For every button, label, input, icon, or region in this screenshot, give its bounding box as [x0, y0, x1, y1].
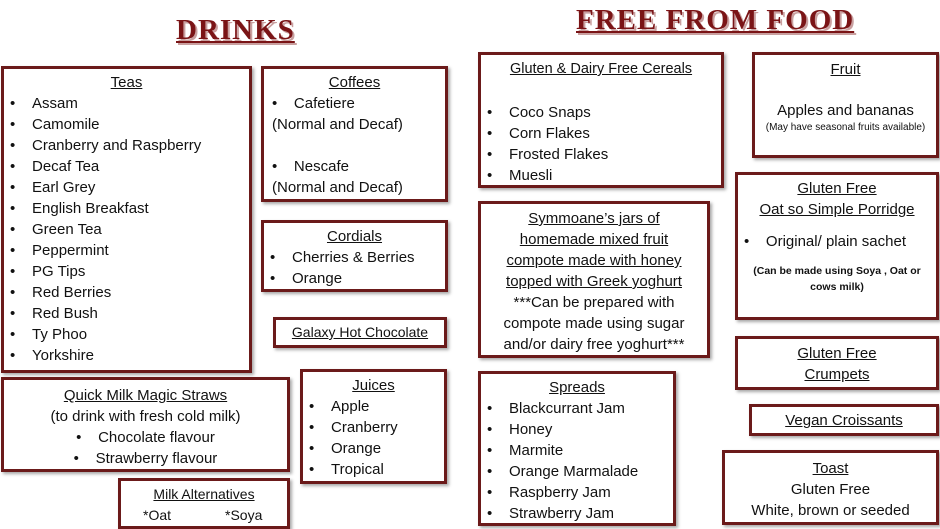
jars-title-line: compote made with honey — [506, 252, 682, 269]
list-item: • Red Bush — [4, 303, 249, 324]
list-item: • Marmite — [481, 440, 673, 461]
milk-option-soya: *Soya — [225, 507, 263, 523]
jars-body-line: compote made using sugar — [503, 315, 685, 332]
cordials-box — [261, 220, 448, 292]
coffee-note: (Normal and Decaf) — [272, 179, 403, 196]
jars-title-line: Symmoane’s jars of — [528, 210, 660, 227]
fruit-box — [752, 52, 939, 158]
fruit-body: Apples and bananas — [777, 102, 914, 119]
coffee-item: • Nescafe — [272, 158, 349, 175]
teas-list — [4, 93, 249, 366]
spreads-title: Spreads — [549, 379, 605, 396]
fruit-note: (May have seasonal fruits available) — [765, 122, 926, 133]
list-item: • Cranberry — [303, 417, 444, 438]
coffees-box — [261, 66, 448, 202]
list-item: • Raspberry Jam — [481, 482, 673, 503]
porridge-box — [735, 172, 939, 320]
list-item: • Tropical — [303, 459, 444, 480]
cereals-title: Gluten & Dairy Free Cereals — [509, 61, 693, 77]
galaxy-hot-chocolate-box — [273, 317, 447, 348]
list-item: • Decaf Tea — [4, 156, 249, 177]
jars-body-line: ***Can be prepared with — [513, 294, 675, 311]
magic-straws-title: Quick Milk Magic Straws — [63, 387, 228, 404]
list-item: • Green Tea — [4, 219, 249, 240]
list-item: • Muesli — [481, 165, 721, 186]
list-item: • Strawberry flavour — [73, 450, 218, 467]
milk-alternatives-box — [118, 478, 290, 529]
galaxy-title: Galaxy Hot Chocolate — [291, 324, 429, 340]
jars-body-line: and/or dairy free yoghurt*** — [503, 336, 685, 353]
milk-option-oat: *Oat — [143, 507, 172, 523]
coffees-title: Coffees — [328, 74, 381, 91]
list-item: • PG Tips — [4, 261, 249, 282]
toast-title: Toast — [812, 460, 849, 477]
list-item: • Earl Grey — [4, 177, 249, 198]
list-item: • Strawberry Jam — [481, 503, 673, 524]
magic-straws-subtitle: (to drink with fresh cold milk) — [50, 408, 241, 425]
crumpets-line-2: Crumpets — [804, 366, 870, 383]
spreads-box — [478, 371, 676, 526]
list-item: • Chocolate flavour — [76, 429, 215, 446]
coffee-name: Nescafe — [293, 158, 349, 175]
juices-title: Juices — [352, 377, 395, 394]
list-item: • Yorkshire — [4, 345, 249, 366]
teas-box — [1, 66, 252, 373]
jars-title-line: topped with Greek yoghurt — [506, 273, 682, 290]
list-item: • Blackcurrant Jam — [481, 398, 673, 419]
porridge-note: (Can be made using Soya , Oat or cows milk) — [753, 265, 921, 293]
list-item: • Ty Phoo — [4, 324, 249, 345]
list-item: • Corn Flakes — [481, 123, 721, 144]
vegan-croissants-title: Vegan Croissants — [785, 412, 903, 429]
compote-jars-box — [478, 201, 710, 358]
porridge-title-2: Oat so Simple Porridge — [759, 201, 915, 218]
coffee-name: Cafetiere — [293, 95, 355, 112]
juices-box — [300, 369, 447, 484]
list-item: • Coco Snaps — [481, 102, 721, 123]
fruit-title: Fruit — [830, 61, 861, 78]
drinks-heading: DRINKS — [176, 14, 295, 46]
list-item: • Orange Marmalade — [481, 461, 673, 482]
list-item: • Frosted Flakes — [481, 144, 721, 165]
list-item: • Original/ plain sachet — [744, 233, 906, 250]
coffee-note: (Normal and Decaf) — [272, 116, 403, 133]
list-item: • Orange — [264, 268, 445, 289]
list-item: • Red Berries — [4, 282, 249, 303]
list-item: • Camomile — [4, 114, 249, 135]
list-item: • Peppermint — [4, 240, 249, 261]
toast-box — [722, 450, 939, 525]
vegan-croissants-box — [749, 404, 939, 436]
magic-straws-box — [1, 377, 290, 472]
teas-title: Teas — [110, 74, 143, 91]
jars-title-line: homemade mixed fruit — [519, 231, 669, 248]
list-item: • English Breakfast — [4, 198, 249, 219]
toast-line-2: White, brown or seeded — [751, 502, 910, 519]
cordials-title: Cordials — [326, 228, 383, 245]
list-item: • Honey — [481, 419, 673, 440]
porridge-title-1: Gluten Free — [797, 180, 877, 197]
coffee-item: • Cafetiere — [272, 95, 355, 112]
list-item: • Orange — [303, 438, 444, 459]
free-from-food-heading: FREE FROM FOOD — [576, 4, 855, 36]
list-item: • Assam — [4, 93, 249, 114]
crumpets-line-1: Gluten Free — [797, 345, 877, 362]
toast-line-1: Gluten Free — [790, 481, 871, 498]
milk-alternatives-title: Milk Alternatives — [153, 486, 255, 502]
list-item: • Apple — [303, 396, 444, 417]
cereals-box — [478, 52, 724, 188]
list-item: • Cranberry and Raspberry — [4, 135, 249, 156]
list-item: • Cherries & Berries — [264, 247, 445, 268]
crumpets-box — [735, 336, 939, 390]
